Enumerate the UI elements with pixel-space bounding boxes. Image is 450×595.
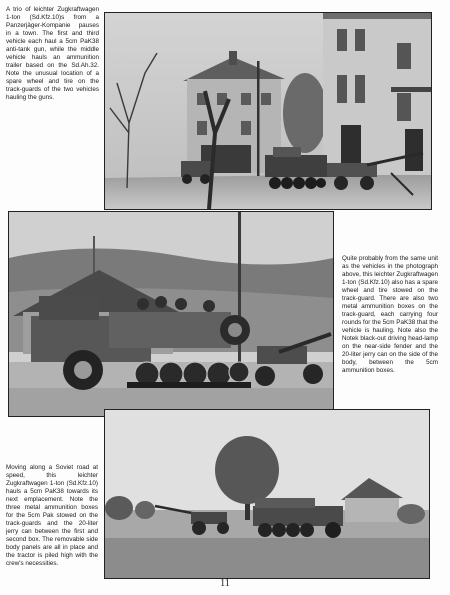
caption-bottom-photo: Moving along a Soviet road at speed, this leichter Zugkraftwagen 1-ton (Sd.Kfz.10) hauls a 5cm PaK38 towards its next emplacement. Note the three metal ammunition boxes for the 5cm Pak stowed on the track-guards and the 20-liter jerry can between the first and second box. The removable side body panels are all in place and the tractor is piled high with the crew's necessities. xyxy=(6,464,98,567)
photo-town-halftracks-image xyxy=(105,13,431,209)
photo-soviet-road-image xyxy=(105,410,429,578)
caption-middle-photo: Quite probably from the same unit as the vehicles in the photograph above, this leichter Zugkraftwagen 1-ton (Sd.Kfz.10) also has a spare wheel and tire stowed on the track-guard. There are also two metal ammunition boxes on the track-guard, each carrying four rounds for the 5cm PaK38 that the vehicle is hauling. Note also the Notek black-out driving head-lamp on the near-side fender and the 20-liter jerry can on the side of the body, between the 5cm ammunition boxes. xyxy=(342,255,438,374)
caption-top-photo: A trio of leichter Zugkraftwagen 1-ton (Sd.Kfz.10)s from a Panzerjäger-Kompanie pauses in a town. The first and third vehicle each haul a 5cm PaK38 anti-tank gun, while the middle vehicle hauls an ammunition trailer based on the Sd.Ah.32. Note the unusual location of a spare wheel and tire on the track-guards of the two vehicles hauling the guns. xyxy=(6,6,99,101)
photo-halftrack-spare-wheel-image xyxy=(9,212,333,416)
photo-halftrack-spare-wheel xyxy=(8,211,334,417)
photo-soviet-road xyxy=(104,409,430,579)
page-number: 11 xyxy=(220,578,230,589)
photo-town-halftracks xyxy=(104,12,432,210)
